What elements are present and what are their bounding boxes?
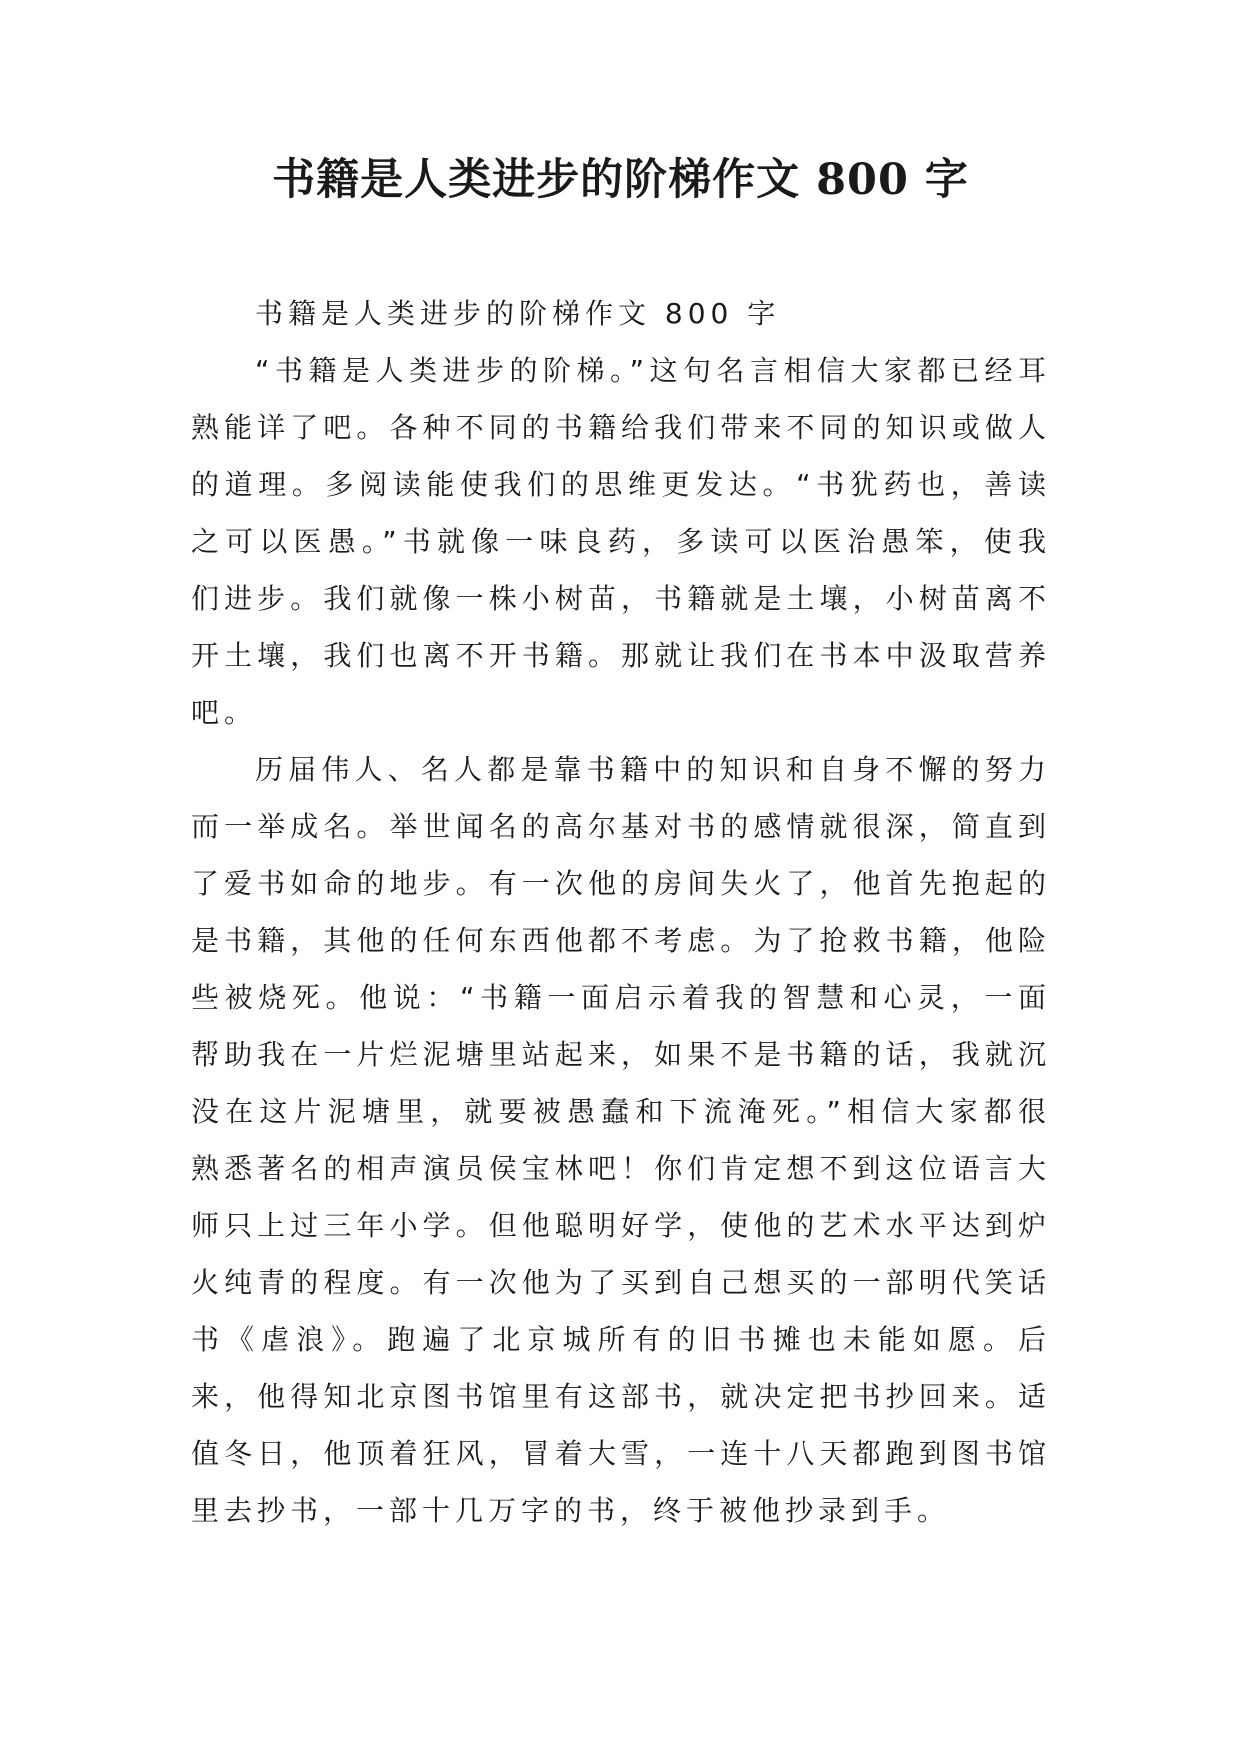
document-body: [191, 285, 1051, 1539]
paragraph-subtitle: 书籍是人类进步的阶梯作文 800 字: [255, 297, 781, 330]
paragraph-1: “书籍是人类进步的阶梯。”这句名言相信大家都已经耳熟能详了吧。各种不同的书籍给我们带来不同的知识或做人的道理。多阅读能使我们的思维更发达。“书犹药也，善读之可以医愚。”书就像一味良药，多读可以医治愚笨，使我们进步。我们就像一株小树苗，书籍就是土壤，小树苗离不开土壤，我们也离不开书籍。那就让我们在书本中汲取营养吧。: [191, 354, 1051, 729]
paragraph-2: 历届伟人、名人都是靠书籍中的知识和自身不懈的努力而一举成名。举世闻名的高尔基对书的感情就很深，简直到了爱书如命的地步。有一次他的房间失火了，他首先抱起的是书籍，其他的任何东西他都不考虑。为了抢救书籍，他险些被烧死。他说：“书籍一面启示着我的智慧和心灵，一面帮助我在一片烂泥塘里站起来，如果不是书籍的话，我就沉没在这片泥塘里，就要被愚蠢和下流淹死。”相信大家都很熟悉著名的相声演员侯宝林吧！你们肯定想不到这位语言大师只上过三年小学。但他聪明好学，使他的艺术水平达到炉火纯青的程度。有一次他为了买到自己想买的一部明代笑话书《虐浪》。跑遍了北京城所有的旧书摊也未能如愿。后来，他得知北京图书馆里有这部书，就决定把书抄回来。适值冬日，他顶着狂风，冒着大雪，一连十八天都跑到图书馆里去抄书，一部十几万字的书，终于被他抄录到手。: [191, 753, 1051, 1527]
document-title: 书籍是人类进步的阶梯作文 800 字: [272, 155, 969, 205]
